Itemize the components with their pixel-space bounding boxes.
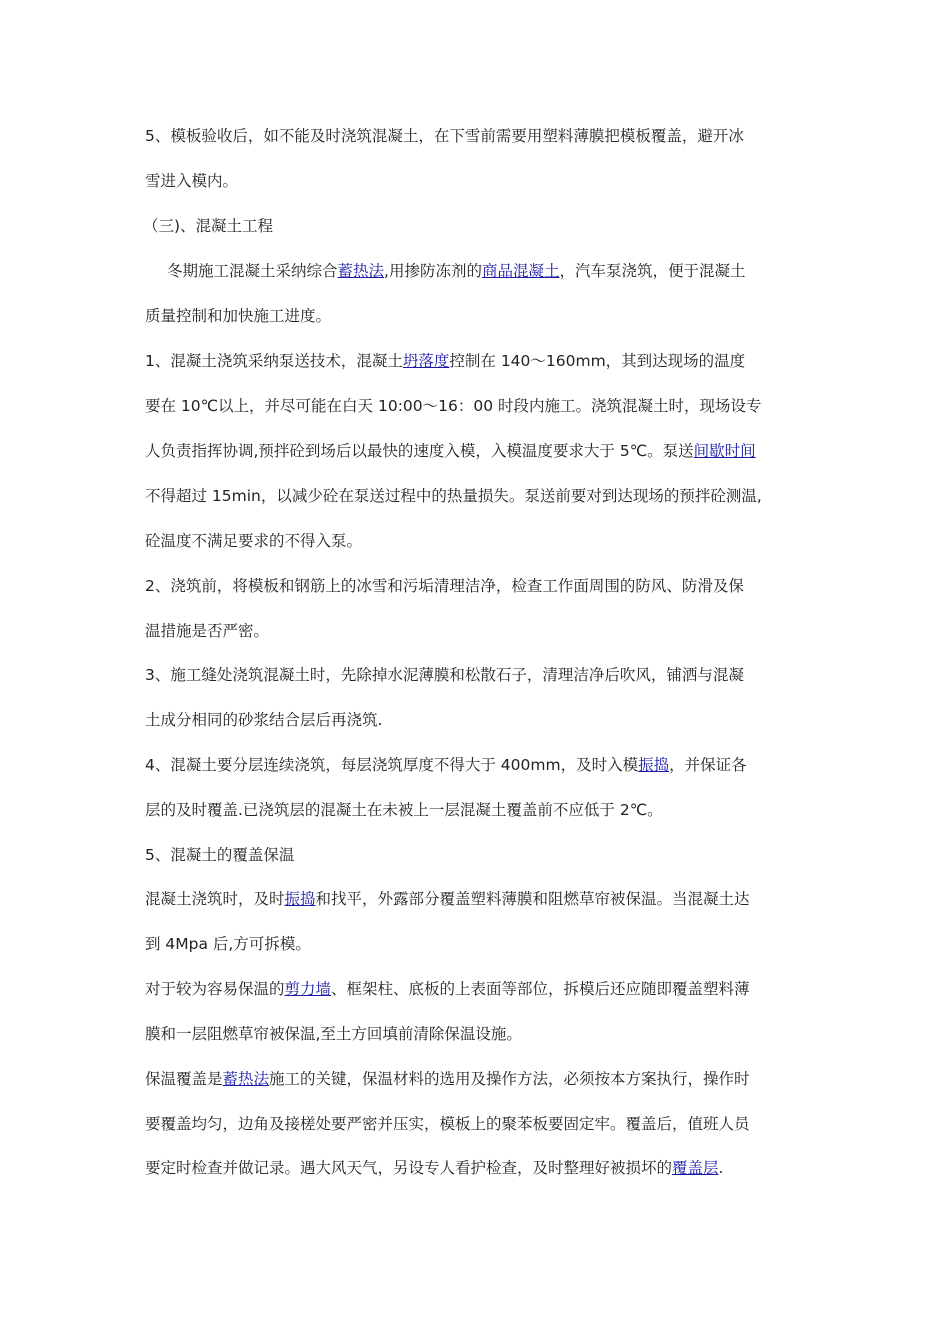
link-jianxie-shijian[interactable]: 间歇时间	[693, 442, 756, 460]
paragraph-line	[145, 800, 663, 820]
paragraph-line	[145, 621, 269, 641]
text-run: 到 4Mpa 后,方可拆模。	[145, 935, 311, 953]
text-run: 要在 10℃以上，并尽可能在白天 10:00～16：00 时段内施工。浇筑混凝土时，现场设专	[145, 397, 762, 415]
text-run: 膜和一层阻燃草帘被保温,至土方回填前清除保温设施。	[145, 1025, 522, 1043]
paragraph-line	[145, 441, 756, 461]
text-run: 要定时检查并做记录。遇大风天气，另设专人看护检查，及时整理好被损坏的	[145, 1159, 673, 1177]
paragraph-line	[145, 531, 362, 551]
text-run: 和找平，外露部分覆盖塑料薄膜和阻燃草帘被保温。当混凝土达	[315, 890, 750, 908]
text-run: .	[718, 1159, 724, 1177]
heading-text: 5、混凝土的覆盖保温	[145, 846, 295, 864]
text-run: 土成分相同的砂浆结合层后再浇筑.	[145, 711, 383, 729]
paragraph-line	[145, 889, 750, 909]
paragraph-line	[145, 171, 238, 191]
text-run: 对于较为容易保温的	[145, 980, 285, 998]
text-run: 不得超过 15min，以减少砼在泵送过程中的热量损失。泵送前要对到达现场的预拌砼测温,	[145, 487, 762, 505]
text-run: 混凝土浇筑时，及时	[145, 890, 285, 908]
text-run: 1、混凝土浇筑采纳泵送技术，混凝土	[145, 352, 403, 370]
link-zhendao[interactable]: 振捣	[638, 756, 670, 774]
text-run: 4、混凝土要分层连续浇筑，每层浇筑厚度不得大于 400mm，及时入模	[145, 756, 639, 774]
link-xureli-fa[interactable]: 蓄热法	[222, 1070, 270, 1088]
paragraph-line	[145, 306, 331, 326]
link-jianliqiang[interactable]: 剪力墙	[284, 980, 332, 998]
text-run: 施工的关键，保温材料的选用及操作方法，必须按本方案执行，操作时	[269, 1070, 750, 1088]
text-run: 冬期施工混凝土采纳综合	[167, 262, 338, 280]
link-shangpin-hunningtu[interactable]: 商品混凝土	[481, 262, 560, 280]
text-run: 控制在 140～160mm，其到达现场的温度	[449, 352, 746, 370]
text-run: ，汽车泵浇筑，便于混凝土	[559, 262, 746, 280]
text-run: 、框架柱、底板的上表面等部位，拆模后还应随即覆盖塑料薄	[331, 980, 750, 998]
link-fugaiceng[interactable]: 覆盖层	[672, 1159, 719, 1177]
paragraph-line	[145, 351, 745, 371]
paragraph-line	[145, 1069, 750, 1089]
section-heading	[145, 845, 294, 865]
paragraph-line	[145, 934, 311, 954]
paragraph-line	[167, 261, 746, 281]
text-run: 人负责指挥协调,预拌砼到场后以最快的速度入模，入模温度要求大于 5℃。泵送	[145, 442, 694, 460]
heading-text: （三)、混凝土工程	[143, 217, 274, 235]
text-run: 保温覆盖是	[145, 1070, 223, 1088]
text-run: 砼温度不满足要求的不得入泵。	[145, 532, 363, 550]
paragraph-line	[145, 486, 762, 506]
text-run: 2、浇筑前，将模板和钢筋上的冰雪和污垢清理洁净，检查工作面周围的防风、防滑及保	[145, 577, 744, 595]
text-run: 温措施是否严密。	[145, 622, 270, 640]
paragraph-line	[145, 576, 744, 596]
paragraph-line	[145, 1158, 723, 1178]
link-tanluodu[interactable]: 坍落度	[402, 352, 450, 370]
text-run: ，并保证各	[669, 756, 747, 774]
paragraph-line	[145, 1114, 750, 1134]
paragraph-line	[145, 710, 382, 730]
link-zhendao[interactable]: 振捣	[284, 890, 316, 908]
paragraph-line	[145, 396, 762, 416]
text-run: 质量控制和加快施工进度。	[145, 307, 332, 325]
paragraph-line	[145, 755, 747, 775]
text-run: 层的及时覆盖.已浇筑层的混凝土在未被上一层混凝土覆盖前不应低于 2℃。	[145, 801, 663, 819]
paragraph-line	[145, 979, 750, 999]
text-run: 雪进入模内。	[145, 172, 239, 190]
text-run: ,用掺防冻剂的	[384, 262, 482, 280]
text-run: 要覆盖均匀，边角及接槎处要严密并压实，模板上的聚苯板要固定牢。覆盖后，值班人员	[145, 1115, 750, 1133]
link-xureli-fa[interactable]: 蓄热法	[337, 262, 385, 280]
section-heading	[143, 216, 273, 236]
paragraph-line	[145, 126, 744, 146]
paragraph-line	[145, 665, 744, 685]
paragraph-line	[145, 1024, 522, 1044]
text-run: 3、施工缝处浇筑混凝土时，先除掉水泥薄膜和松散石子，清理洁净后吹风，铺洒与混凝	[145, 666, 744, 684]
text-run: 5、模板验收后，如不能及时浇筑混凝土，在下雪前需要用塑料薄膜把模板覆盖，避开冰	[145, 127, 744, 145]
